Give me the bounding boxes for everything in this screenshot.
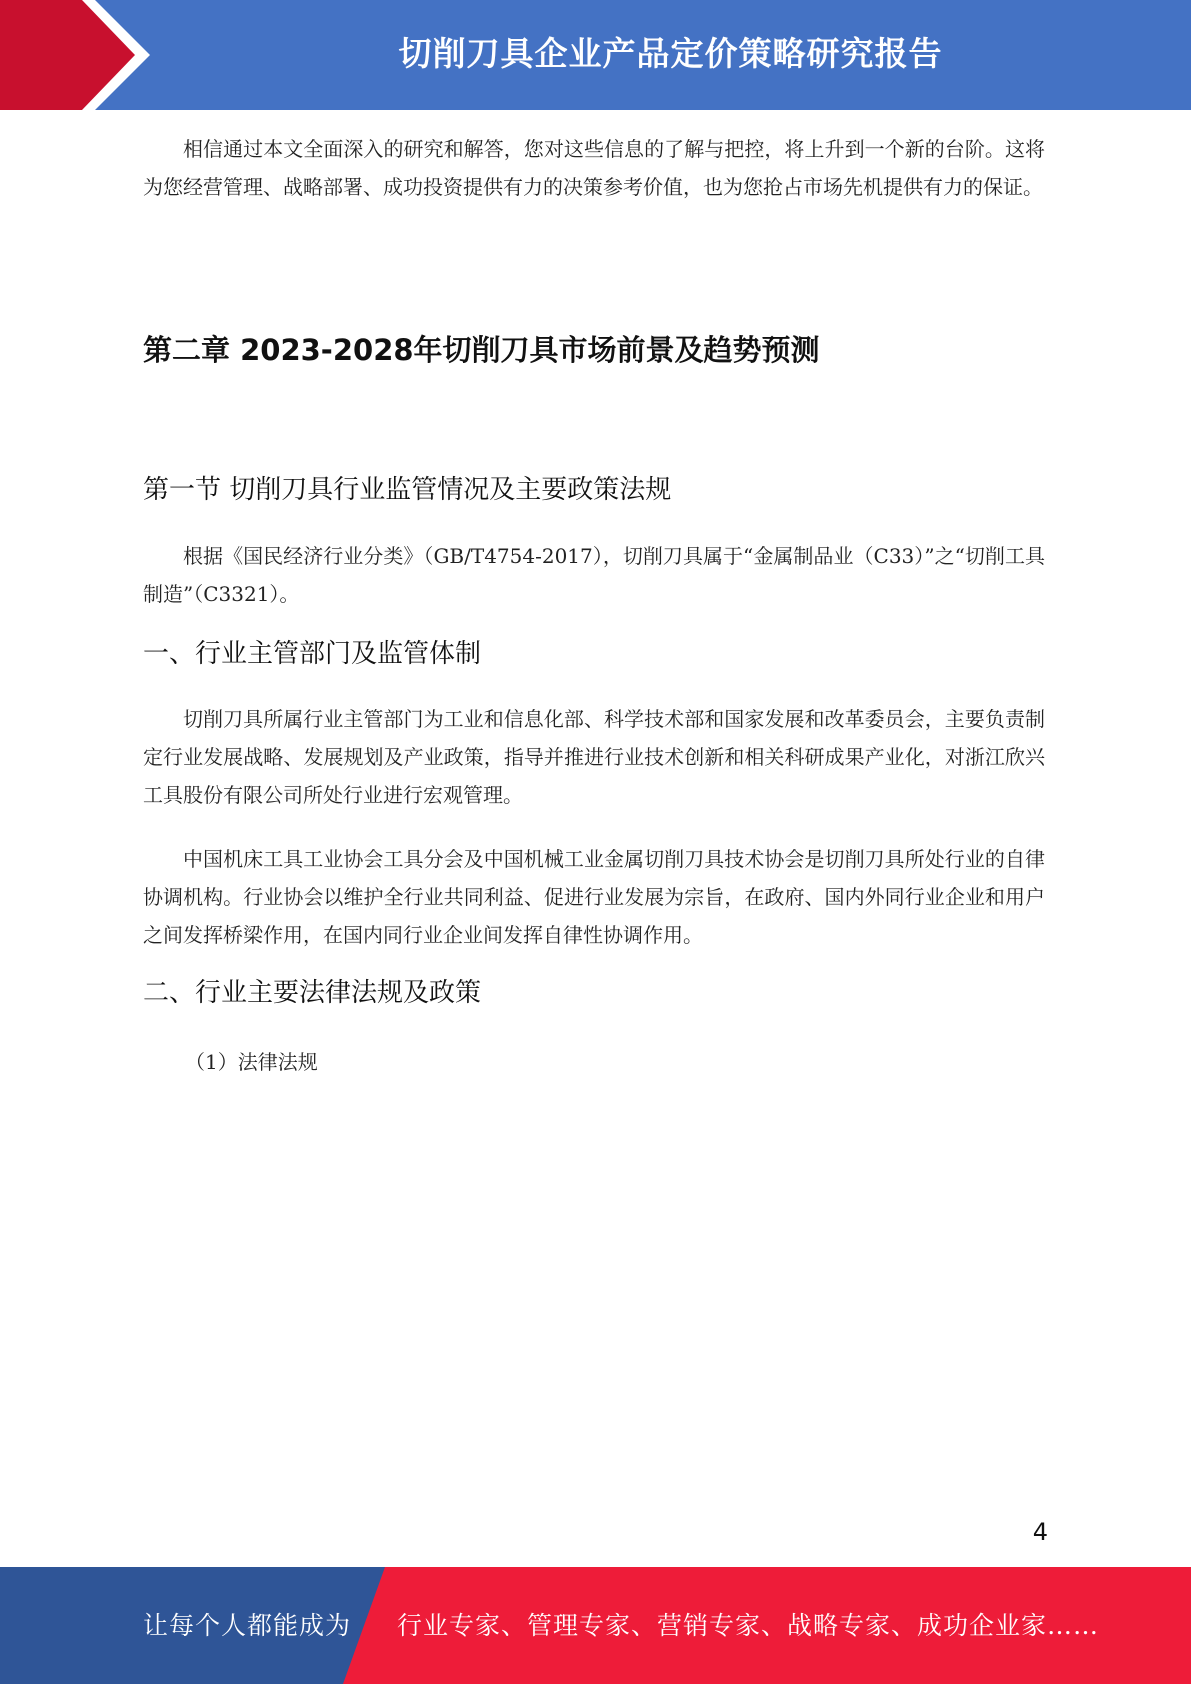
- section-paragraph-block: [143, 537, 1045, 613]
- footer-band: [0, 1567, 1191, 1684]
- section-title: 第一节 切削刀具行业监管情况及主要政策法规: [143, 475, 672, 505]
- subsection-title-laws: 二、行业主要法律法规及政策: [143, 978, 482, 1008]
- page-number: 4: [1032, 1518, 1048, 1546]
- chapter-title: 第二章 2023-2028年切削刀具市场前景及趋势预测: [143, 333, 820, 367]
- subsection-title-regulators: 一、行业主管部门及监管体制: [143, 639, 482, 669]
- intro-block: [143, 130, 1045, 206]
- chevron-decoration-icon: [0, 0, 160, 110]
- regulators-paragraph: 切削刀具所属行业主管部门为工业和信息化部、科学技术部和国家发展和改革委员会，主要负责制定行业发展战略、发展规划及产业政策，指导并推进行业技术创新和相关科研成果产业化，对浙江欣兴工具股份有限公司所处行业进行宏观管理。: [143, 707, 1045, 807]
- intro-paragraph: 相信通过本文全面深入的研究和解答，您对这些信息的了解与把控，将上升到一个新的台阶。这将为您经营管理、战略部署、成功投资提供有力的决策参考价值，也为您抢占市场先机提供有力的保证。: [143, 137, 1045, 199]
- association-paragraph: 中国机床工具工业协会工具分会及中国机械工业金属切削刀具技术协会是切削刀具所处行业的自律协调机构。行业协会以维护全行业共同利益、促进行业发展为宗旨，在政府、国内外同行业企业和用户之间发挥桥梁作用，在国内同行业企业间发挥自律性协调作用。: [143, 847, 1045, 947]
- report-title: 切削刀具企业产品定价策略研究报告: [398, 34, 943, 73]
- classification-paragraph: 根据《国民经济行业分类》（GB/T4754-2017），切削刀具属于“金属制品业（C33）”之“切削工具制造”（C3321）。: [143, 544, 1045, 606]
- footer-slogan-roles: 行业专家、管理专家、营销专家、战略专家、成功企业家……: [397, 1611, 1100, 1640]
- chevron-red-arrow: [0, 0, 135, 110]
- laws-list-item: （1）法律法规: [185, 1050, 318, 1074]
- regulators-paragraph-block: [143, 700, 1045, 814]
- footer-slogan-lead: 让每个人都能成为: [143, 1611, 352, 1640]
- association-paragraph-block: [143, 840, 1045, 954]
- header-band: [0, 0, 1191, 110]
